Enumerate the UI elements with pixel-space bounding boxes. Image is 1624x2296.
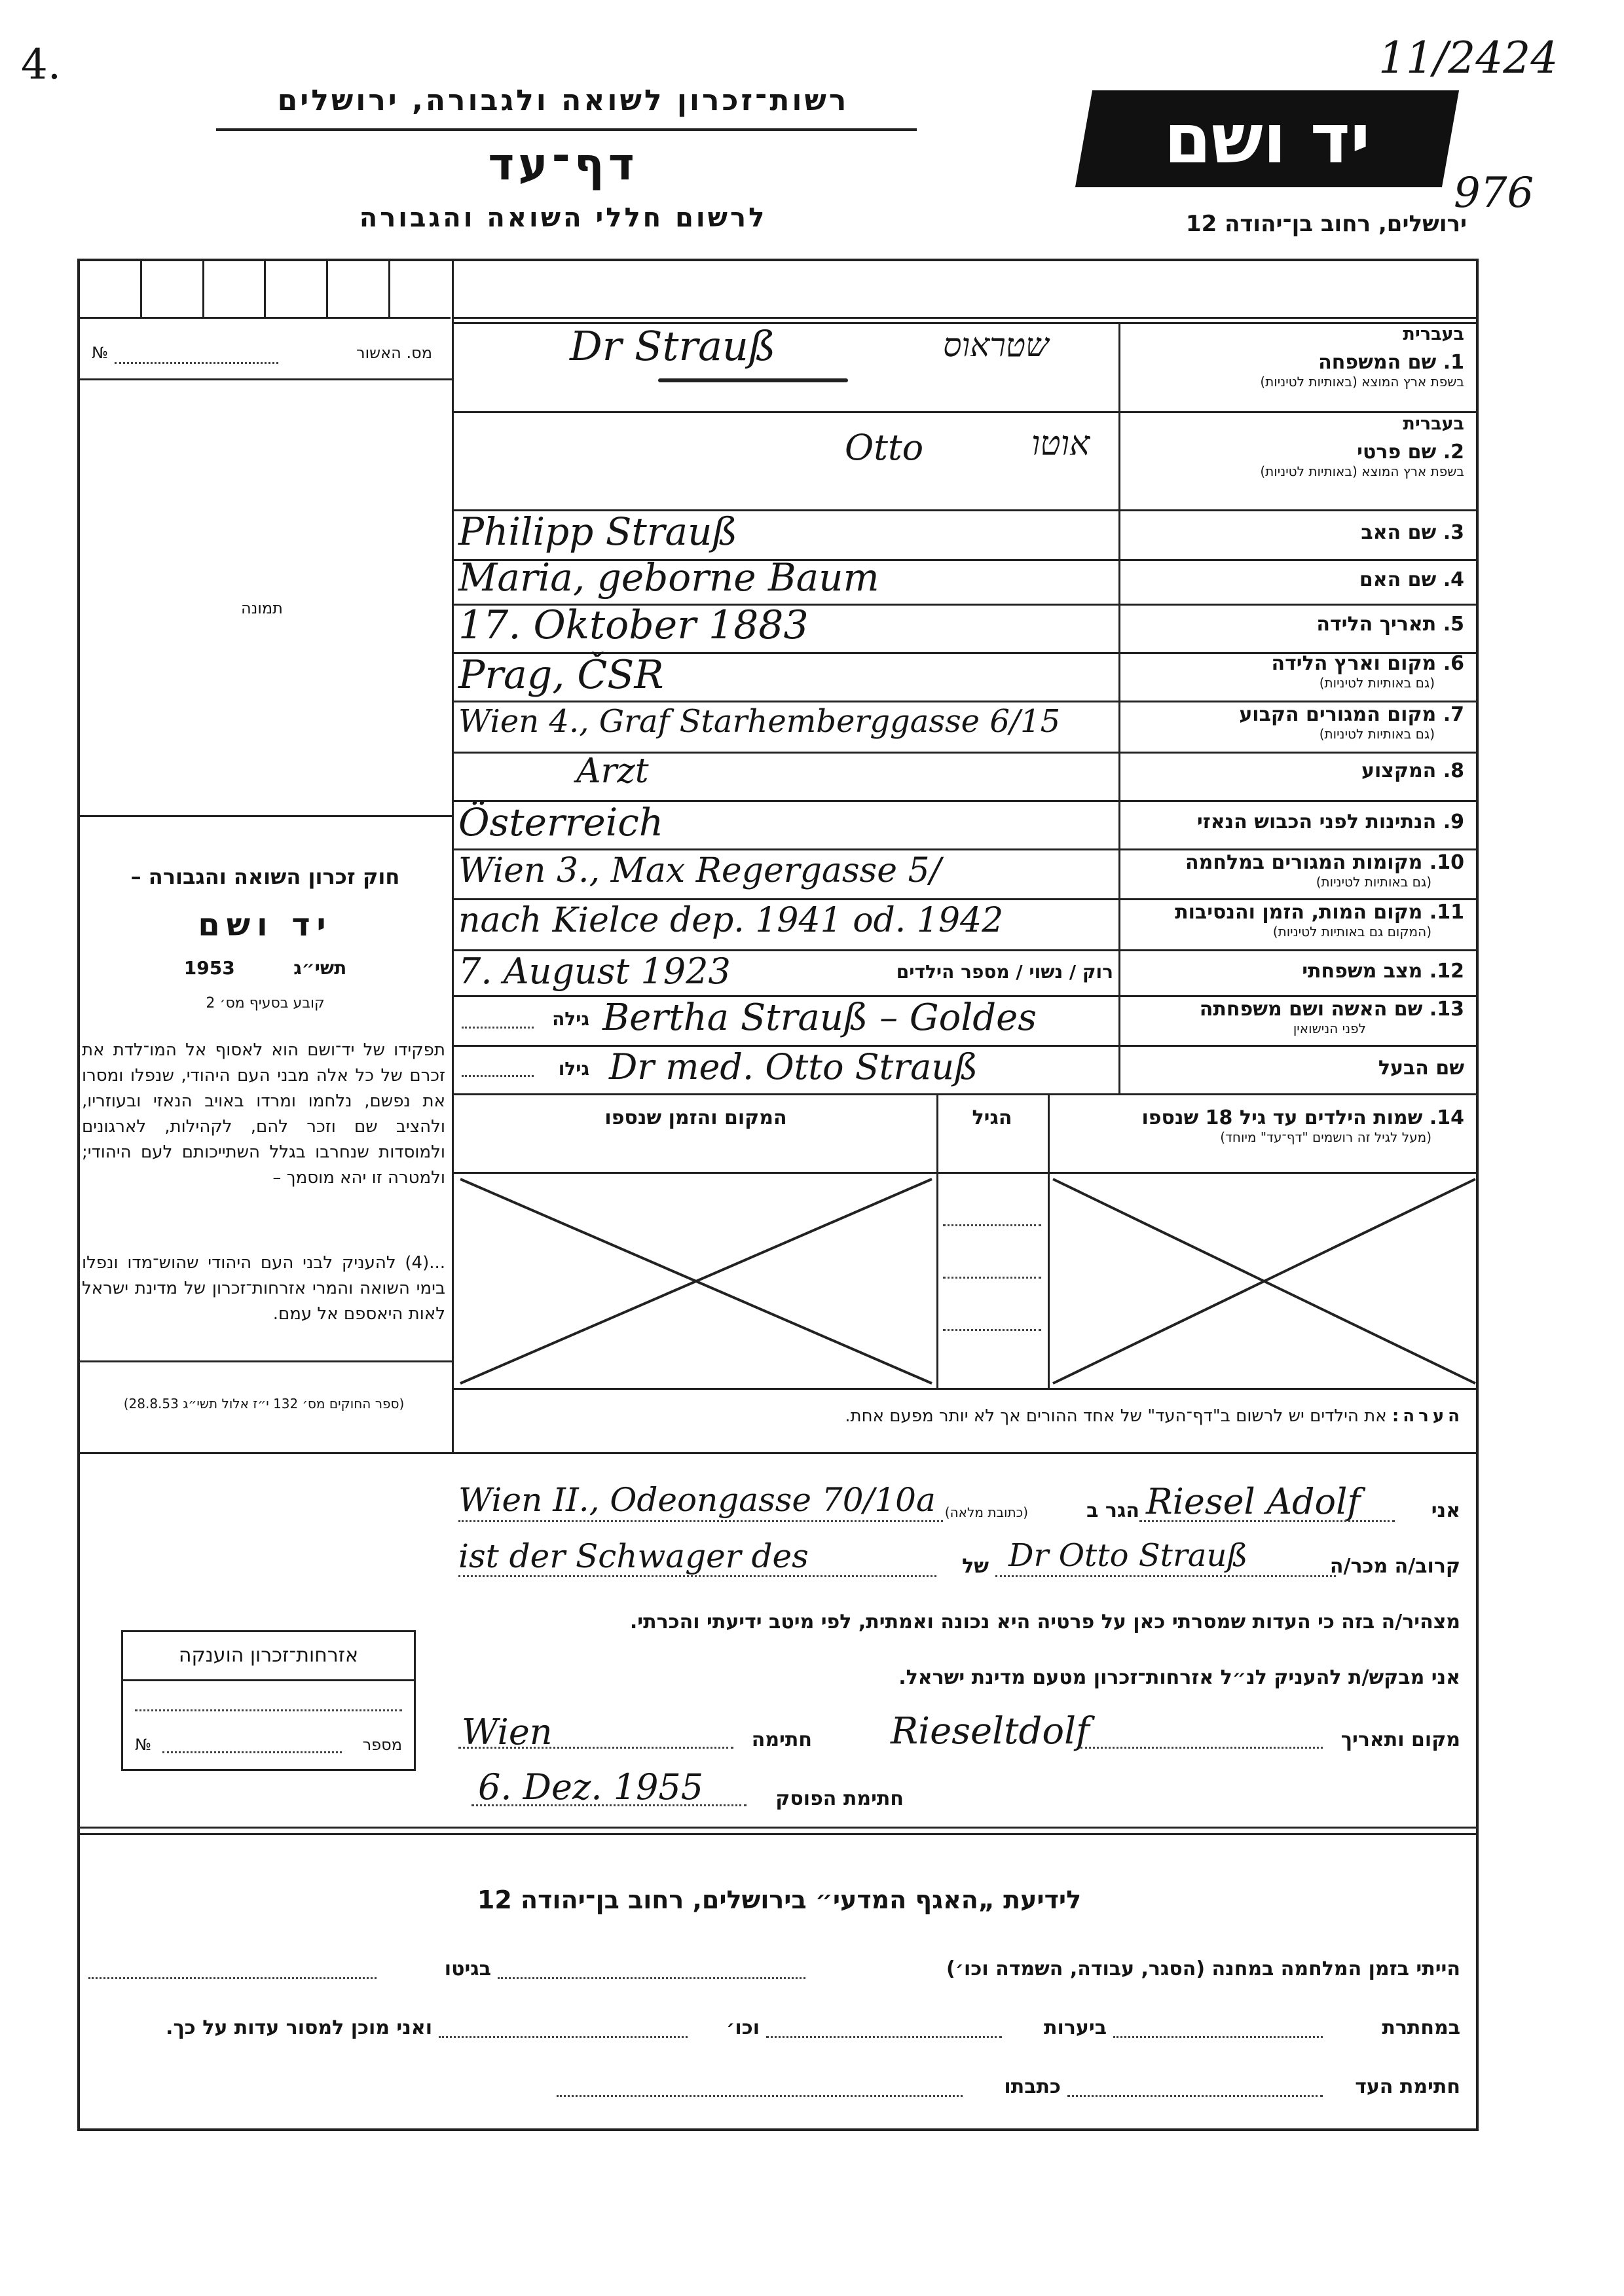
family-name-label: 1. שם המשפחה	[1318, 351, 1464, 374]
first-name-value: Otto	[845, 427, 924, 468]
residence-value: Wien 4., Graf Starhemberggasse 6/15	[458, 703, 1061, 740]
children-place-col: המקום והזמן שנספו	[604, 1106, 787, 1129]
residence-label: 7. מקום המגורים הקבוע	[1239, 703, 1464, 726]
death-sub: (המקום גם באותיות לטיניות)	[1272, 924, 1431, 939]
children-bottom-rule	[452, 1388, 1479, 1390]
declarant-name: Riesel Adolf	[1146, 1481, 1361, 1522]
yad-vashem-logo	[1075, 90, 1459, 187]
address-hint: (כתובת מלאה)	[944, 1504, 1028, 1520]
row-14-rule	[452, 1093, 1479, 1095]
children-label: 14. שמות הילדים עד גיל 18 שנספו	[1141, 1106, 1464, 1129]
first-name-hebrew-tag: בעברית	[1403, 414, 1464, 434]
family-name-hebrew-tag: בעברית	[1403, 324, 1464, 344]
marital-status-options: רוק / נשוי / מספר הילדים	[896, 961, 1113, 983]
law-text-continued: ...(4) להעניק לבני העם היהודי שהוש־מדו ונפלו בימי השואה והמרי אזרחות־זכרון של מדינת ישראל לאות היאספם אל עמם.	[82, 1253, 445, 1324]
first-name-sub: בשפת ארץ המוצא (באותיות לטיניות)	[1260, 464, 1464, 479]
bottom-witness-signature-line	[1067, 2095, 1323, 2097]
bottom-testimony-label: ואני מוכן למסור עדות על כך.	[166, 2016, 432, 2039]
signature-line	[1080, 1747, 1323, 1749]
approval-number-line	[115, 362, 278, 364]
authority-name: רשות־זכרון לשואה ולגבורה, ירושלים	[277, 84, 849, 117]
place-value: Wien	[462, 1711, 553, 1753]
bottom-address-label: כתבתו	[1004, 2075, 1061, 2098]
father-name-value: Philipp Strauß	[458, 509, 738, 554]
separator-2	[80, 1833, 1479, 1835]
children-header	[1052, 1106, 1464, 1145]
bottom-ghetto-label: בגיטו	[444, 1958, 491, 1980]
citizenship-label: 9. הנתינות לפני הכבוש הנאזי	[1196, 811, 1464, 833]
field-residence	[1121, 703, 1464, 742]
bottom-title: לידיעת „האגף המדעי״ בירושלים, רחוב בן־יהודה 12	[477, 1886, 1082, 1914]
date-line	[471, 1804, 747, 1806]
law-reference: (ספר החוקים מס׳ 132 י״ז אלול תשי״ג 28.8.53)	[123, 1396, 405, 1412]
date-value: 6. Dez. 1955	[478, 1766, 704, 1808]
bottom-etc-label: וכו׳	[726, 2016, 760, 2039]
bottom-etc-line	[439, 2036, 688, 2038]
row-6-rule	[452, 701, 1479, 702]
statement-1: מצהיר/ה בזה כי העדות שמסרתי כאן על פרטיה היא נכונה ואמתית, לפי מיטב ידיעתי והכרתי.	[629, 1611, 1460, 1633]
wife-sub: לפני הנישואין	[1293, 1021, 1366, 1036]
birth-date-value: 17. Oktober 1883	[458, 602, 809, 648]
birth-place-label: 6. מקום וארץ הלידה	[1271, 652, 1464, 675]
husband-age-label: גילו	[558, 1058, 589, 1080]
resident-label: הגר ב	[1086, 1499, 1139, 1522]
archive-number-secondary: 976	[1454, 169, 1534, 217]
declarant-address-line	[458, 1520, 943, 1522]
declarant-name-line	[1139, 1520, 1395, 1522]
field-first-name	[1121, 414, 1464, 479]
family-name-sub: בשפת ארץ המוצא (באותיות לטיניות)	[1260, 374, 1464, 390]
wife-age-label: גילה	[552, 1008, 589, 1030]
birth-place-value: Prag, ČSR	[458, 652, 664, 698]
first-name-hebrew-value: אוטו	[1031, 424, 1090, 464]
law-rule	[80, 1360, 452, 1362]
header-address: ירושלים, רחוב בן־יהודה 12	[1185, 211, 1467, 237]
code-boxes-left	[80, 261, 451, 317]
mother-name-value: Maria, geborne Baum	[458, 555, 879, 600]
field-family-name	[1121, 324, 1464, 390]
bottom-camp-label: הייתי בזמן המלחמה במחנה (הסגר, עבודה, השמדה וכו׳)	[946, 1958, 1460, 1980]
row-9-rule	[452, 848, 1479, 850]
signature-label: חתימה	[751, 1728, 812, 1751]
husband-name-value: Dr med. Otto Strauß	[609, 1046, 978, 1087]
law-year-hebrew: תשי״ג	[293, 957, 347, 979]
bottom-underground-label: במחתרת	[1382, 2016, 1460, 2039]
wife-name-value: Bertha Strauß – Goldes	[602, 996, 1037, 1039]
bottom-underground-line	[1113, 2036, 1323, 2038]
photo-rule	[80, 815, 452, 817]
children-sub: (מעל לגיל זה רושמים "דף־עד" מיוחד)	[1220, 1129, 1431, 1145]
death-label: 11. מקום המות, הזמן והנסיבות	[1175, 901, 1464, 924]
family-name-value: Dr Strauß	[570, 322, 776, 370]
row-1-rule	[452, 411, 1479, 413]
bottom-ghetto-line	[88, 1977, 377, 1979]
wartime-residence-sub: (גם באותיות לטיניות)	[1316, 874, 1431, 890]
law-name: יד ושם	[198, 907, 333, 943]
wife-label: 13. שם האשה ושם משפחתה	[1199, 998, 1464, 1021]
photo-label: תמונה	[241, 599, 283, 617]
field-birth-place	[1121, 652, 1464, 691]
profession-label: 8. המקצוע	[1361, 759, 1464, 782]
approval-rule	[80, 378, 452, 380]
approval-number-label: מס. האשור	[356, 344, 432, 362]
citizenship-box-number-sign: №	[135, 1736, 151, 1754]
relation-of: של	[962, 1555, 989, 1578]
birth-date-label: 5. תאריך הלידה	[1316, 613, 1464, 636]
form-subtitle: לרשום חללי השואה והגבורה	[359, 203, 767, 233]
note-rule	[80, 1452, 1479, 1454]
citizenship-box-title: אזרחות־זכרון הוענקה	[178, 1644, 359, 1667]
place-date-label: מקום ותאריך	[1340, 1728, 1460, 1751]
wife-age-line	[462, 1027, 534, 1029]
code-boxes-rule	[80, 317, 451, 319]
marital-status-value: 7. August 1923	[458, 951, 731, 992]
husband-label: שם הבעל	[1378, 1057, 1464, 1080]
wartime-residence-label: 10. מקומות המגורים במלחמה	[1185, 851, 1464, 874]
memorial-citizenship-box	[121, 1630, 416, 1771]
family-name-hebrew-value: שטראוס	[943, 326, 1049, 364]
approval-number-sign: №	[92, 344, 108, 362]
bottom-address-line	[557, 2095, 963, 2097]
residence-sub: (גם באותיות לטיניות)	[1319, 726, 1435, 742]
law-clause: קובע בסעיף מס׳ 2	[206, 995, 325, 1011]
bottom-witness-signature-label: חתימת העד	[1355, 2075, 1460, 2098]
separator-1	[80, 1827, 1479, 1829]
relation-text: ist der Schwager des	[458, 1537, 809, 1575]
bottom-forests-line	[766, 2036, 1002, 2038]
note-line	[458, 1406, 1464, 1426]
bottom-camp-line	[498, 1977, 805, 1979]
first-name-label: 2. שם פרטי	[1357, 441, 1464, 464]
law-year-row	[85, 957, 445, 979]
wartime-residence-value: Wien 3., Max Regergasse 5/	[458, 851, 942, 890]
relation-person-line	[995, 1575, 1336, 1577]
law-text: תפקידו של יד־ושם הוא לאסוף אל המו־לדת את זכרם של כל אלה מבני העם היהודי, שנפלו ומסרו את נפשם, נלחמו ומרדו באויב הנאזי ובעוזריו, ולהציב שם וזכר להם, לקהילות, לארגונים ולמוסדות שנחרבו בגלל השתייכותם לעם היהודי; ולמטרה זו יהא מוסמך –	[82, 1040, 445, 1188]
marital-status-label: 12. מצב משפחתי	[1302, 960, 1464, 983]
row-10-rule	[452, 898, 1479, 900]
declarant-signature: Rieseltdolf	[891, 1710, 1090, 1753]
relation-label: קרוב/ה מכר/ה	[1329, 1555, 1460, 1578]
law-year: 1953	[183, 957, 235, 979]
field-wartime-residence	[1121, 851, 1464, 890]
note-label: הערה:	[1392, 1406, 1464, 1426]
label-column-divider	[1118, 322, 1120, 1095]
official-signature-label: חתימת הפוסק	[775, 1787, 904, 1810]
field-death	[1121, 901, 1464, 939]
children-cancel-mark	[454, 1174, 1479, 1388]
logo-text: יד ושם	[1164, 99, 1371, 179]
children-age-col: הגיל	[972, 1106, 1012, 1129]
note-text: את הילדים יש לרשום ב"דף־העד" של אחד ההורים אך לא יותר מפעם אחת.	[845, 1406, 1387, 1426]
citizenship-box-number-label: מספר	[362, 1736, 402, 1754]
father-name-label: 3. שם האב	[1361, 521, 1464, 544]
citizenship-value: Österreich	[458, 800, 664, 845]
declarant-i-label: אני	[1431, 1499, 1460, 1522]
form-title: דף־עד	[488, 139, 638, 191]
corner-page-number: 4.	[21, 41, 62, 89]
mother-name-label: 4. שם האם	[1359, 568, 1464, 591]
law-title: חוק זכרון השואה והגבורה –	[130, 864, 400, 889]
family-name-underline	[658, 378, 848, 382]
relation-text-line	[458, 1575, 936, 1577]
archive-number: 11/2424	[1378, 33, 1559, 83]
top-box-rule	[452, 317, 1479, 319]
profession-value: Arzt	[576, 752, 649, 791]
death-value: nach Kielce dep. 1941 od. 1942	[458, 901, 1004, 940]
declarant-address: Wien II., Odeongasse 70/10a	[458, 1481, 936, 1519]
birth-place-sub: (גם באותיות לטיניות)	[1319, 675, 1435, 691]
header-rule	[216, 128, 917, 131]
statement-2: אני מבקש/ת להעניק לנ״ל אזרחות־זכרון מטעם מדינת ישראל.	[898, 1666, 1460, 1689]
field-wife	[1121, 998, 1464, 1036]
bottom-forests-label: ביערות	[1044, 2016, 1107, 2039]
husband-age-line	[462, 1075, 534, 1077]
relation-person: Dr Otto Strauß	[1008, 1537, 1248, 1574]
place-line	[458, 1747, 733, 1749]
